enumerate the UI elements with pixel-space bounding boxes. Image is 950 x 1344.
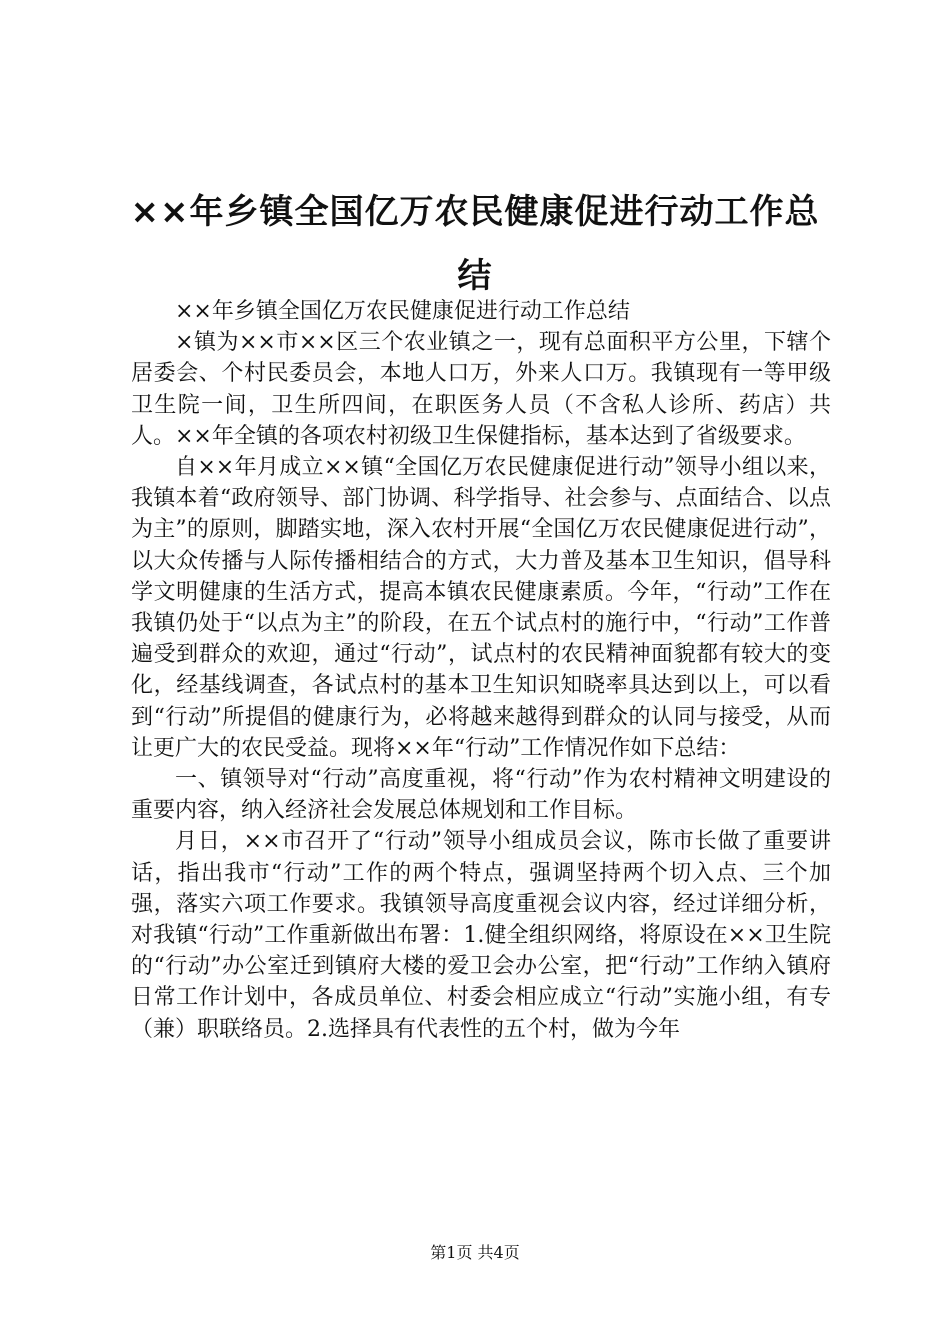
paragraph-action-background: 自××年月成立××镇“全国亿万农民健康促进行动”领导小组以来，我镇本着“政府领导、部门协调、科学指导、社会参与、点面结合、以点为主”的原则，脚踏实地，深入农村开展“全国亿万农民健康促进行动”，以大众传播与人际传播相结合的方式，大力普及基本卫生知识，倡导科学文明健康的生活方式，提高本镇农民健康素质。今年，“行动”工作在我镇仍处于“以点为主”的阶段，在五个试点村的施行中，“行动”工作普遍受到群众的欢迎，通过“行动”，试点村的农民精神面貌都有较大的变化，经基线调查，各试点村的基本卫生知识知晓率具达到以上，可以看到“行动”所提倡的健康行为，必将越来越得到群众的认同与接受，从而让更广大的农民受益。现将××年“行动”工作情况作如下总结： xyxy=(131,455,831,761)
paragraph-heading-repeat: ××年乡镇全国亿万农民健康促进行动工作总结 xyxy=(175,299,630,324)
paragraph-section-one-heading: 一、镇领导对“行动”高度重视，将“行动”作为农村精神文明建设的重要内容，纳入经济社会发展总体规划和工作目标。 xyxy=(131,767,831,824)
page-footer: 第1页 共4页 xyxy=(430,1243,520,1262)
paragraph-town-overview: ×镇为××市××区三个农业镇之一，现有总面积平方公里，下辖个居委会、个村民委员会，本地人口万，外来人口万。我镇现有一等甲级卫生院一间，卫生所四间，在职医务人员（不含私人诊所、药店）共人。××年全镇的各项农村初级卫生保健指标，基本达到了省级要求。 xyxy=(131,330,831,449)
document-title: ××年乡镇全国亿万农民健康促进行动工作总结 xyxy=(130,192,820,296)
document-body xyxy=(131,296,831,1045)
paragraph-meeting-arrangements: 月日，××市召开了“行动”领导小组成员会议，陈市长做了重要讲话，指出我市“行动”工作的两个特点，强调坚持两个切入点、三个加强，落实六项工作要求。我镇领导高度重视会议内容，经过详细分析，对我镇“行动”工作重新做出布署：1.健全组织网络，将原设在××卫生院的“行动”办公室迁到镇府大楼的爱卫会办公室，把“行动”工作纳入镇府日常工作计划中，各成员单位、村委会相应成立“行动”实施小组，有专（兼）职联络员。2.选择具有代表性的五个村，做为今年 xyxy=(131,829,831,1042)
